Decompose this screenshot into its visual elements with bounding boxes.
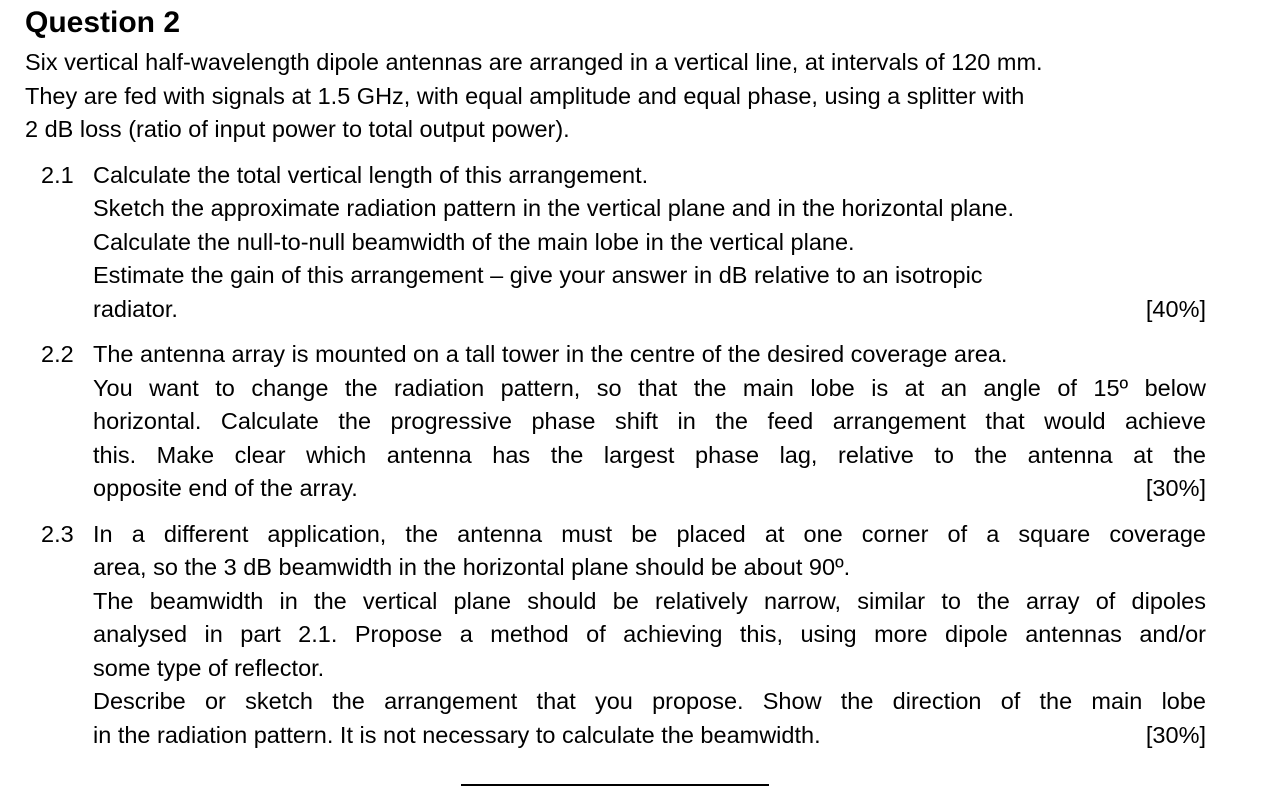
- part-2-2: [25, 338, 1206, 506]
- part-2-1: [25, 159, 1206, 327]
- part-line: Sketch the approximate radiation pattern in the vertical plane and in the horizontal plane.: [93, 195, 1014, 221]
- part-last-row: [93, 293, 1206, 327]
- part-line: Describe or sketch the arrangement that you propose. Show the direction of the main lobe: [93, 688, 1206, 714]
- part-line: horizontal. Calculate the progressive phase shift in the feed arrangement that would achieve: [93, 408, 1206, 434]
- marks-label: [40%]: [1145, 295, 1206, 322]
- section-divider: [461, 784, 769, 786]
- part-number: 2.1: [41, 161, 74, 188]
- question-page: [25, 0, 1206, 752]
- part-line: The beamwidth in the vertical plane should be relatively narrow, similar to the array of dipoles: [93, 587, 1206, 614]
- question-intro: [25, 46, 1206, 147]
- part-number: 2.3: [41, 520, 74, 547]
- part-line: Calculate the total vertical length of this arrangement.: [93, 161, 649, 188]
- part-line: The antenna array is mounted on a tall tower in the centre of the desired coverage area.: [93, 341, 1008, 367]
- part-number: 2.2: [41, 341, 74, 367]
- intro-line: 2 dB loss (ratio of input power to total output power).: [25, 116, 570, 142]
- part-last-row: [93, 472, 1206, 506]
- marks-label: [30%]: [1145, 721, 1206, 748]
- part-line: radiator.: [93, 295, 178, 322]
- part-line: in the radiation pattern. It is not necessary to calculate the beamwidth.: [93, 721, 821, 748]
- part-line: opposite end of the array.: [93, 475, 358, 501]
- part-line: Calculate the null-to-null beamwidth of the main lobe in the vertical plane.: [93, 228, 855, 255]
- intro-line: They are fed with signals at 1.5 GHz, with equal amplitude and equal phase, using a splitter with: [25, 82, 1025, 109]
- part-line: this. Make clear which antenna has the largest phase lag, relative to the antenna at the: [93, 441, 1206, 468]
- part-line: analysed in part 2.1. Propose a method of achieving this, using more dipole antennas and/or: [93, 621, 1206, 647]
- intro-line: Six vertical half-wavelength dipole antennas are arranged in a vertical line, at intervals of 120 mm.: [25, 49, 1043, 75]
- question-title: Question 2: [25, 6, 181, 39]
- part-line: In a different application, the antenna must be placed at one corner of a square coverage: [93, 520, 1206, 547]
- part-line: some type of reflector.: [93, 654, 325, 681]
- marks-label: [30%]: [1145, 475, 1206, 501]
- part-line: You want to change the radiation pattern, so that the main lobe is at an angle of 15º below: [93, 374, 1206, 401]
- part-line: area, so the 3 dB beamwidth in the horizontal plane should be about 90º.: [93, 554, 851, 580]
- part-line: Estimate the gain of this arrangement – give your answer in dB relative to an isotropic: [93, 262, 983, 288]
- part-last-row: [93, 719, 1206, 753]
- part-2-3: [25, 518, 1206, 753]
